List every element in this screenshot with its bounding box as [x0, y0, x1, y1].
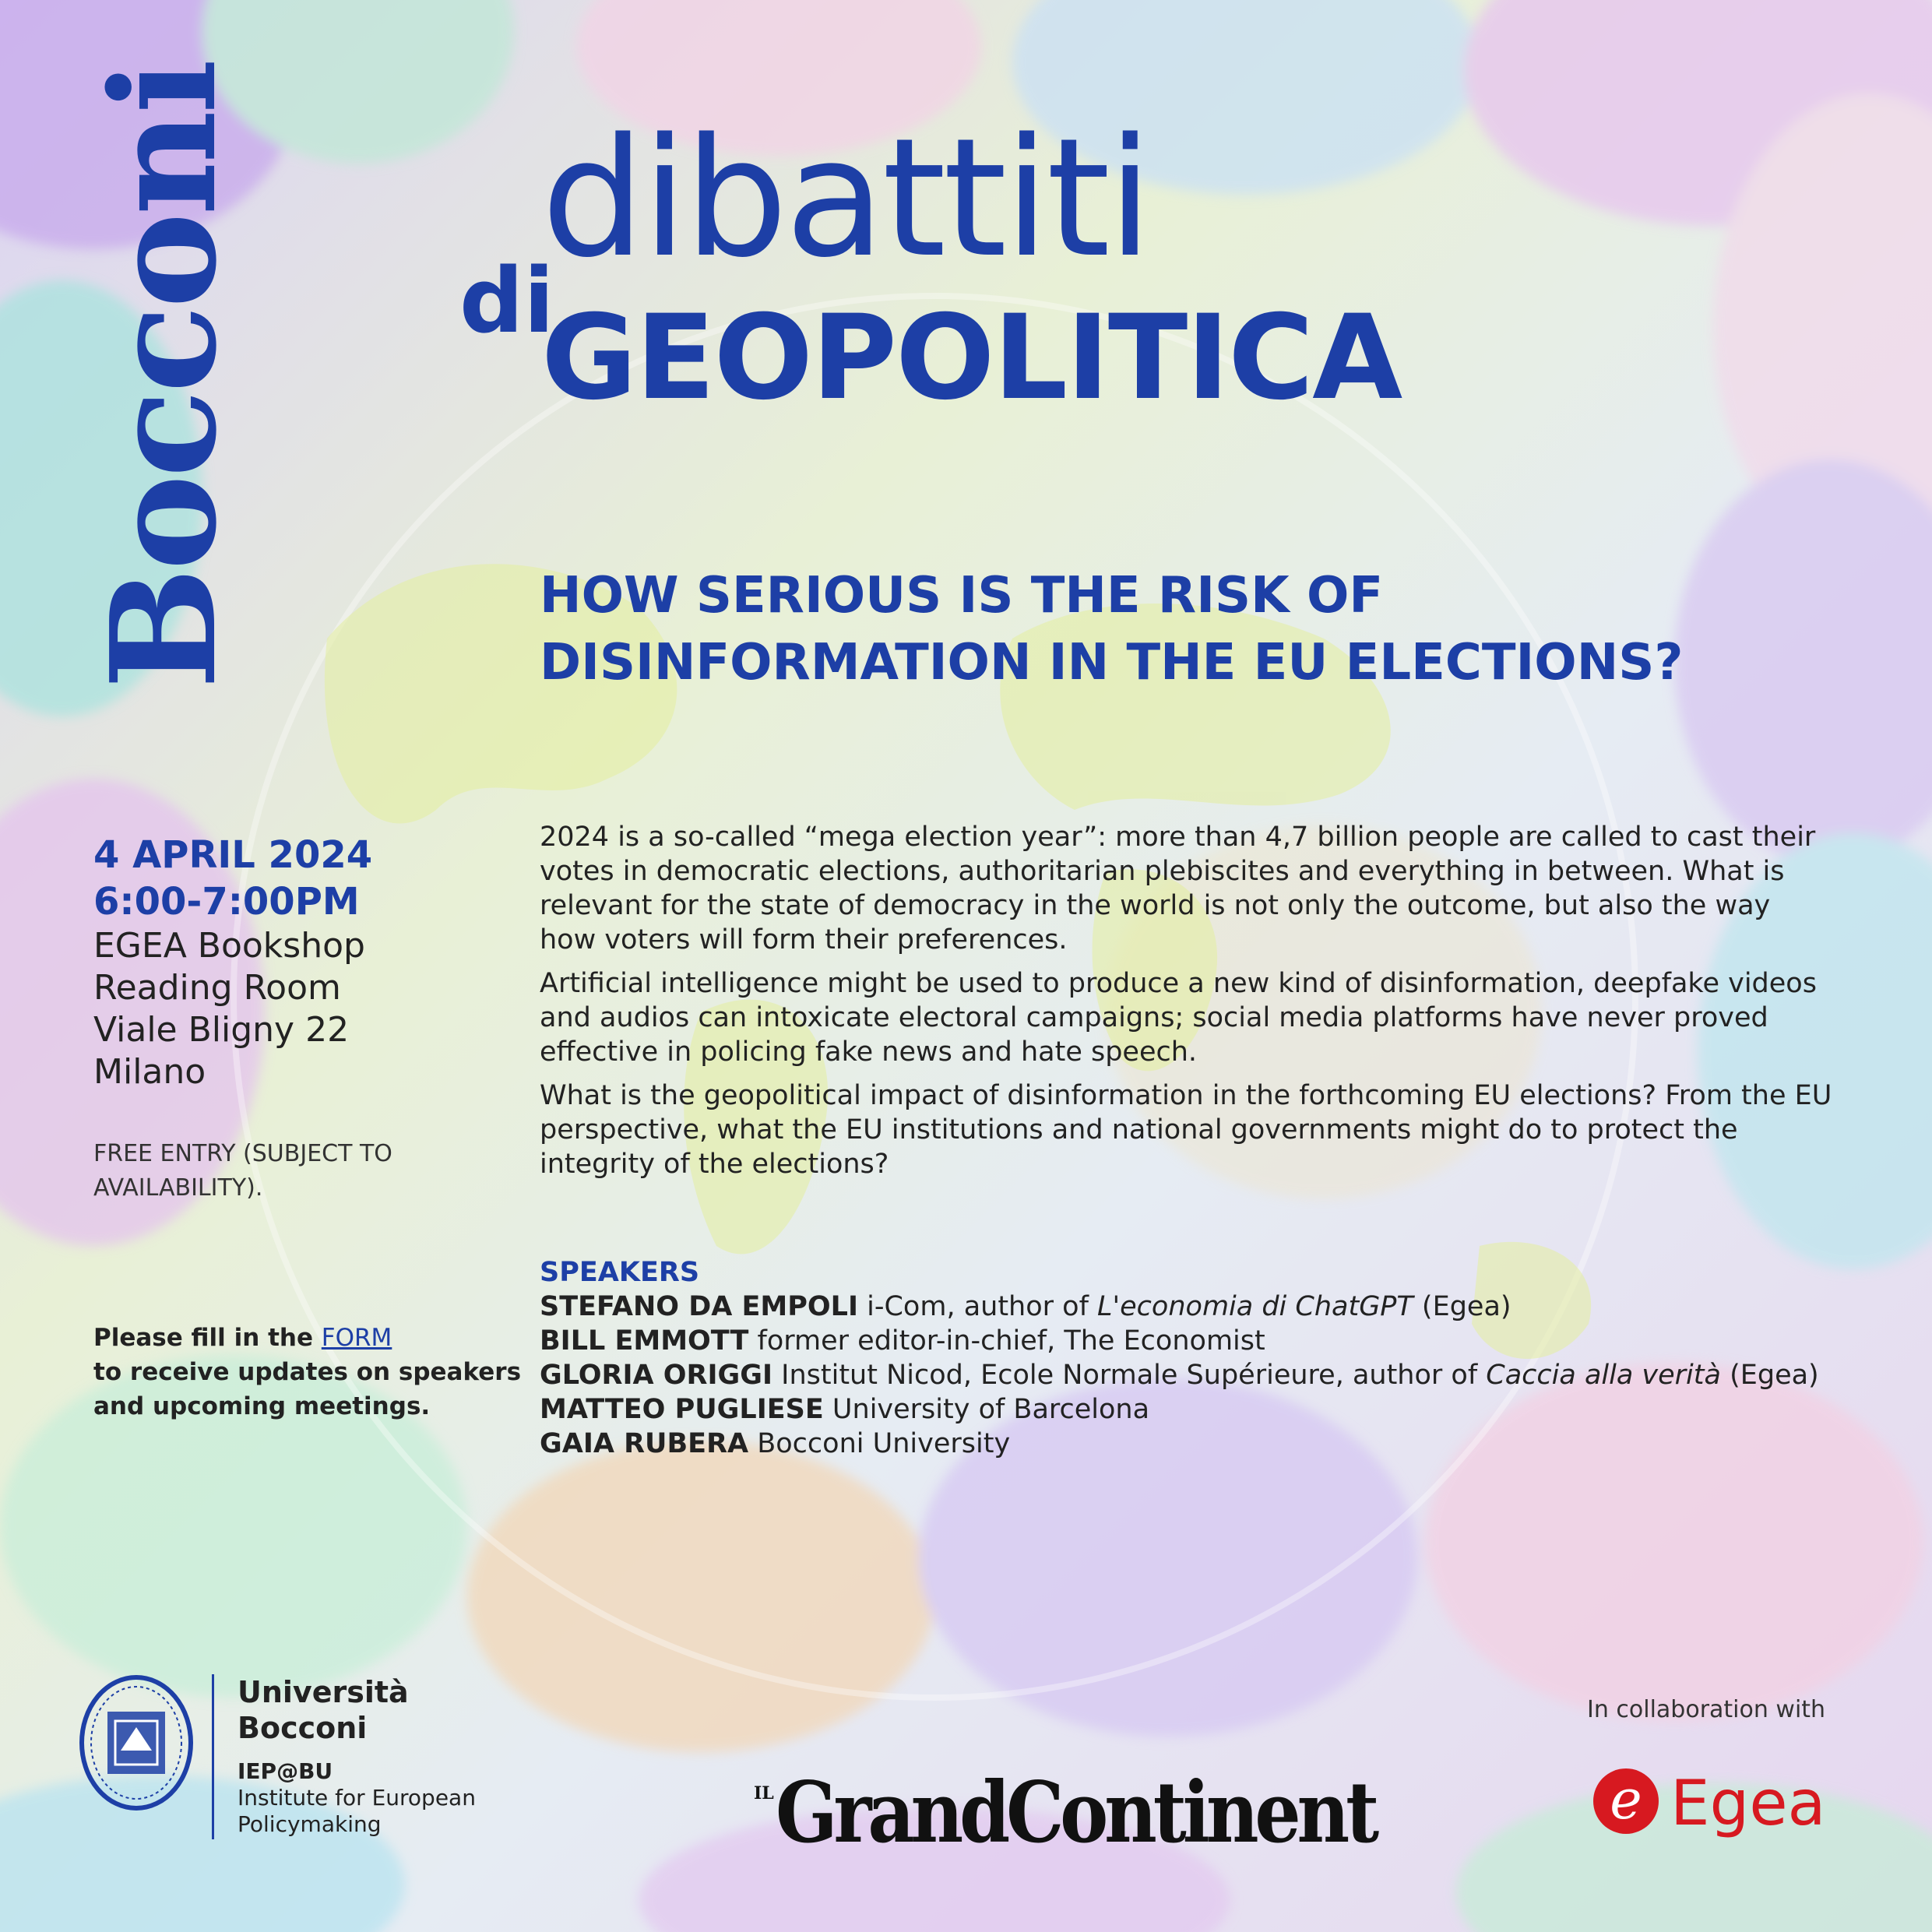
institute-name [238, 1758, 476, 1838]
speaker-desc: i-Com, author of [867, 1291, 1098, 1322]
speaker-desc: Bocconi University [757, 1428, 1011, 1459]
grand-continent-logo [754, 1764, 1434, 1862]
university-name-line: Bocconi [238, 1711, 368, 1745]
collaboration-label: In collaboration with [1587, 1696, 1826, 1723]
form-note-prefix: Please fill in the [93, 1324, 322, 1352]
institute-short: IEP@BU [238, 1758, 333, 1784]
speaker-book: L'economia di ChatGPT [1097, 1291, 1413, 1322]
speaker-book: Caccia alla verità [1486, 1360, 1721, 1391]
venue-line: Milano [93, 1052, 206, 1092]
logo-divider [212, 1674, 214, 1839]
speaker-desc: University of Barcelona [832, 1394, 1150, 1425]
event-headline: HOW SERIOUS IS THE RISK OF DISINFORMATION IN THE EU ELECTIONS? [540, 567, 1684, 692]
venue-line: EGEA Bookshop [93, 926, 365, 966]
speaker-desc: Institut Nicod, Ecole Normale Supérieure, author of [781, 1360, 1487, 1391]
free-entry-note: FREE ENTRY (SUBJECT TO AVAILABILITY). [93, 1140, 392, 1202]
grand-continent-prefix: IL [754, 1783, 774, 1804]
form-note [93, 1321, 530, 1423]
series-title-dibattiti: dibattiti [541, 103, 1150, 294]
speaker-name: GLORIA ORIGGI [540, 1360, 772, 1391]
series-title-di: di [459, 249, 554, 354]
grand-continent-name-a: Grand [776, 1764, 1043, 1862]
speaker-desc: former editor-in-chief, The Economist [757, 1325, 1265, 1357]
description-paragraph: 2024 is a so-called “mega election year”: more than 4,7 billion people are called to cast their votes in democratic elections, authoritarian plebiscites and everything in between. What is relevant for the state of democracy in the world is not only the outcome, but also the way how voters will form their preferences. [540, 822, 1816, 955]
speaker-row [540, 1290, 1879, 1324]
university-name [238, 1674, 409, 1746]
speaker-name: GAIA RUBERA [540, 1428, 749, 1459]
description-paragraph: What is the geopolitical impact of disinformation in the forthcoming EU elections? From the EU perspective, what the EU institutions and national governments might do to protect the integrity of the elections? [540, 1080, 1832, 1180]
speaker-row [540, 1392, 1879, 1427]
speaker-row [540, 1358, 1879, 1392]
description-paragraph: Artificial intelligence might be used to produce a new kind of disinformation, deepfake videos and audios can intoxicate electoral campaigns; social media platforms have never proved effective in policing fake news and hate speech. [540, 968, 1817, 1068]
speaker-tail: (Egea) [1413, 1291, 1511, 1322]
speaker-name: MATTEO PUGLIESE [540, 1394, 824, 1425]
grand-continent-name-b: Continent [1006, 1764, 1434, 1862]
form-note-suffix: to receive updates on speakers and upcoming meetings. [93, 1358, 522, 1420]
svg-text:GrandContinent [776, 1764, 1434, 1862]
speaker-tail: (Egea) [1720, 1360, 1819, 1391]
egea-name: Egea [1670, 1767, 1826, 1839]
form-link[interactable]: FORM [321, 1324, 392, 1352]
speaker-name: BILL EMMOTT [540, 1325, 749, 1357]
event-description [540, 820, 1832, 1191]
institute-line: Institute for European [238, 1785, 476, 1811]
bocconi-vertical-logo [74, 62, 248, 697]
speaker-row [540, 1427, 1879, 1461]
venue-line: Viale Bligny 22 [93, 1010, 350, 1050]
egea-mark: e [1610, 1768, 1642, 1832]
bocconi-vertical-text: Bocconi [79, 62, 248, 689]
speakers-heading: SPEAKERS [540, 1257, 700, 1288]
institute-line: Policymaking [238, 1811, 382, 1837]
university-name-line: Università [238, 1675, 409, 1709]
speaker-name: STEFANO DA EMPOLI [540, 1291, 858, 1322]
venue-line: Reading Room [93, 968, 341, 1008]
egea-logo [1589, 1756, 1846, 1842]
series-title-geopolitica: GEOPOLITICA [541, 290, 1402, 426]
university-seal-icon [78, 1673, 195, 1813]
speakers-section [540, 1255, 1879, 1461]
event-time: 6:00-7:00PM [93, 880, 360, 924]
speaker-row [540, 1324, 1879, 1358]
event-details [93, 832, 498, 1093]
event-date: 4 APRIL 2024 [93, 833, 373, 877]
